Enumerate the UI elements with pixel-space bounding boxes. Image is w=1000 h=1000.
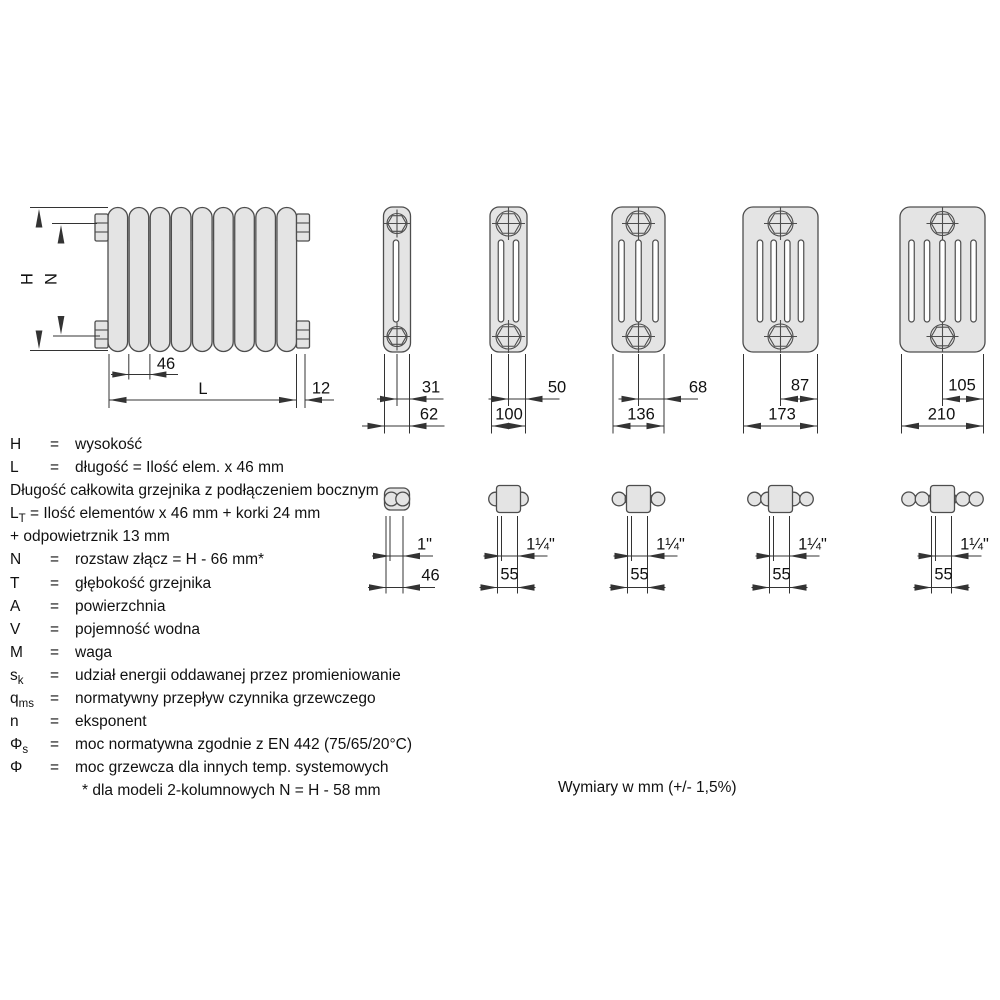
hub-width-dim-label: 55 — [934, 565, 953, 584]
length-dim-label: L — [198, 380, 208, 398]
legend-row — [10, 618, 412, 641]
full-depth-dim-label: 173 — [768, 405, 796, 424]
top-view-3col — [480, 486, 556, 594]
connector-cap — [95, 214, 108, 241]
top-views — [368, 486, 989, 594]
legend-symbol: n — [10, 713, 19, 731]
legend-description: rozstaw złącz = H - 66 mm* — [75, 551, 265, 569]
legend-row — [10, 687, 412, 710]
full-depth-dim-label: 100 — [495, 405, 523, 424]
end-margin-dim-label: 12 — [311, 379, 331, 398]
legend-description: wysokość — [75, 436, 143, 453]
legend-row — [10, 479, 412, 502]
legend-row — [10, 433, 412, 456]
hub-width-dim-label: 46 — [421, 566, 440, 585]
height-dim-label: H — [18, 273, 37, 285]
legend-row — [10, 456, 412, 479]
legend-equals: = — [50, 713, 60, 731]
hub-width-dim-label: 55 — [772, 565, 791, 584]
full-depth-dim-label: 210 — [927, 405, 956, 424]
legend-row — [10, 779, 412, 802]
element-pitch-dim-label: 46 — [156, 355, 176, 373]
legend-description: powierzchnia — [75, 597, 166, 615]
legend-footnote: * dla modeli 2-kolumnowych N = H - 58 mm — [82, 782, 381, 800]
legend-equals: = — [50, 597, 60, 615]
legend-symbol: T — [10, 574, 20, 592]
connection-size-dim-label: 1¼" — [798, 535, 827, 554]
front-view-body — [95, 208, 310, 352]
legend-equals: = — [50, 459, 60, 477]
legend-equals: = — [50, 620, 60, 638]
hub-block — [497, 486, 521, 513]
legend-text: Długość całkowita grzejnika z podłączeniem bocznym — [10, 482, 379, 500]
hub-width-dim-label: 55 — [630, 565, 649, 584]
side-view-4col — [612, 207, 707, 434]
legend-row — [10, 733, 412, 756]
legend-description: normatywny przepływ czynnika grzewczego — [75, 690, 376, 708]
legend-description: głębokość grzejnika — [75, 574, 212, 592]
legend-symbol: $s_k$ — [10, 666, 24, 688]
legend-row — [10, 572, 412, 595]
hub-block — [931, 486, 955, 513]
front-view — [19, 208, 335, 409]
legend-symbol: L — [10, 505, 19, 523]
legend-row: $L_T$ = Ilość elementów x 46 mm + korki 24 mm — [10, 505, 321, 526]
legend-row — [10, 641, 412, 664]
legend-equals: = — [50, 666, 60, 684]
legend-row — [10, 710, 412, 733]
full-depth-dim-label: 136 — [627, 405, 655, 424]
legend-description: waga — [75, 643, 113, 661]
half-depth-dim-label: 105 — [948, 376, 976, 395]
connector-cap — [95, 321, 108, 348]
legend-symbol: V — [10, 620, 21, 638]
legend-description: pojemność wodna — [75, 620, 200, 638]
dimensions-note: Wymiary w mm (+/- 1,5%) — [558, 779, 737, 796]
legend-equals: = — [50, 759, 60, 777]
side-view-5col — [743, 207, 818, 434]
hub-block — [769, 486, 793, 513]
connection-size-dim-label: 1¼" — [960, 535, 989, 554]
half-depth-dim-label: 50 — [547, 378, 567, 397]
hub-block — [627, 486, 651, 513]
legend-description: długość = Ilość elem. x 46 mm — [75, 459, 284, 477]
legend-row — [10, 595, 412, 618]
legend-equals: = — [50, 736, 60, 754]
half-depth-dim-label: 87 — [790, 376, 810, 395]
connector-cap — [297, 321, 310, 348]
legend-symbol: N — [10, 551, 22, 569]
legend-description: moc normatywna zgodnie z EN 442 (75/65/20°C) — [75, 736, 413, 754]
legend-description: eksponent — [75, 713, 147, 731]
legend-row — [10, 664, 412, 687]
top-view-5col — [748, 486, 827, 594]
connection-size-dim-label: 1¼" — [526, 535, 555, 554]
full-depth-dim-label: 62 — [419, 405, 439, 424]
hub-width-dim-label: 55 — [500, 565, 519, 584]
connection-size-dim-label: 1¼" — [656, 535, 685, 554]
legend-equals: = — [50, 690, 60, 708]
legend-description: = Ilość elementów x 46 mm + korki 24 mm — [25, 505, 321, 523]
legend-symbol: Φ — [10, 759, 23, 777]
legend-description: udział energii oddawanej przez promieniowanie — [75, 666, 401, 684]
pitch-dim-label: N — [42, 273, 61, 285]
half-depth-dim-label: 31 — [421, 378, 441, 397]
legend-row — [10, 548, 412, 571]
legend-row — [10, 525, 412, 548]
legend-symbol: $q_{ms}$ — [10, 690, 34, 711]
side-view-6col — [900, 207, 985, 434]
legend-equals: = — [50, 643, 60, 661]
half-depth-dim-label: 68 — [688, 378, 708, 397]
connector-cap — [297, 214, 310, 241]
legend-symbol: H — [10, 436, 22, 453]
side-views — [362, 207, 985, 434]
legend-row — [10, 756, 412, 779]
legend-symbol: M — [10, 643, 23, 661]
side-view-3col — [489, 207, 567, 434]
side-view-2col — [362, 207, 445, 434]
legend-equals: = — [50, 574, 60, 592]
top-view-6col — [902, 486, 989, 594]
legend-equals: = — [50, 551, 60, 569]
legend-equals: = — [50, 436, 60, 453]
legend-symbol: $\Phi_s$ — [10, 736, 29, 757]
legend-description: moc grzewcza dla innych temp. systemowych — [75, 759, 389, 777]
legend-symbol: L — [10, 459, 19, 477]
connection-size-dim-label: 1" — [416, 535, 433, 554]
symbol-legend — [10, 433, 412, 803]
legend-text: + odpowietrznik 13 mm — [10, 528, 170, 546]
legend-symbol: A — [10, 597, 21, 615]
top-view-4col — [610, 486, 686, 594]
